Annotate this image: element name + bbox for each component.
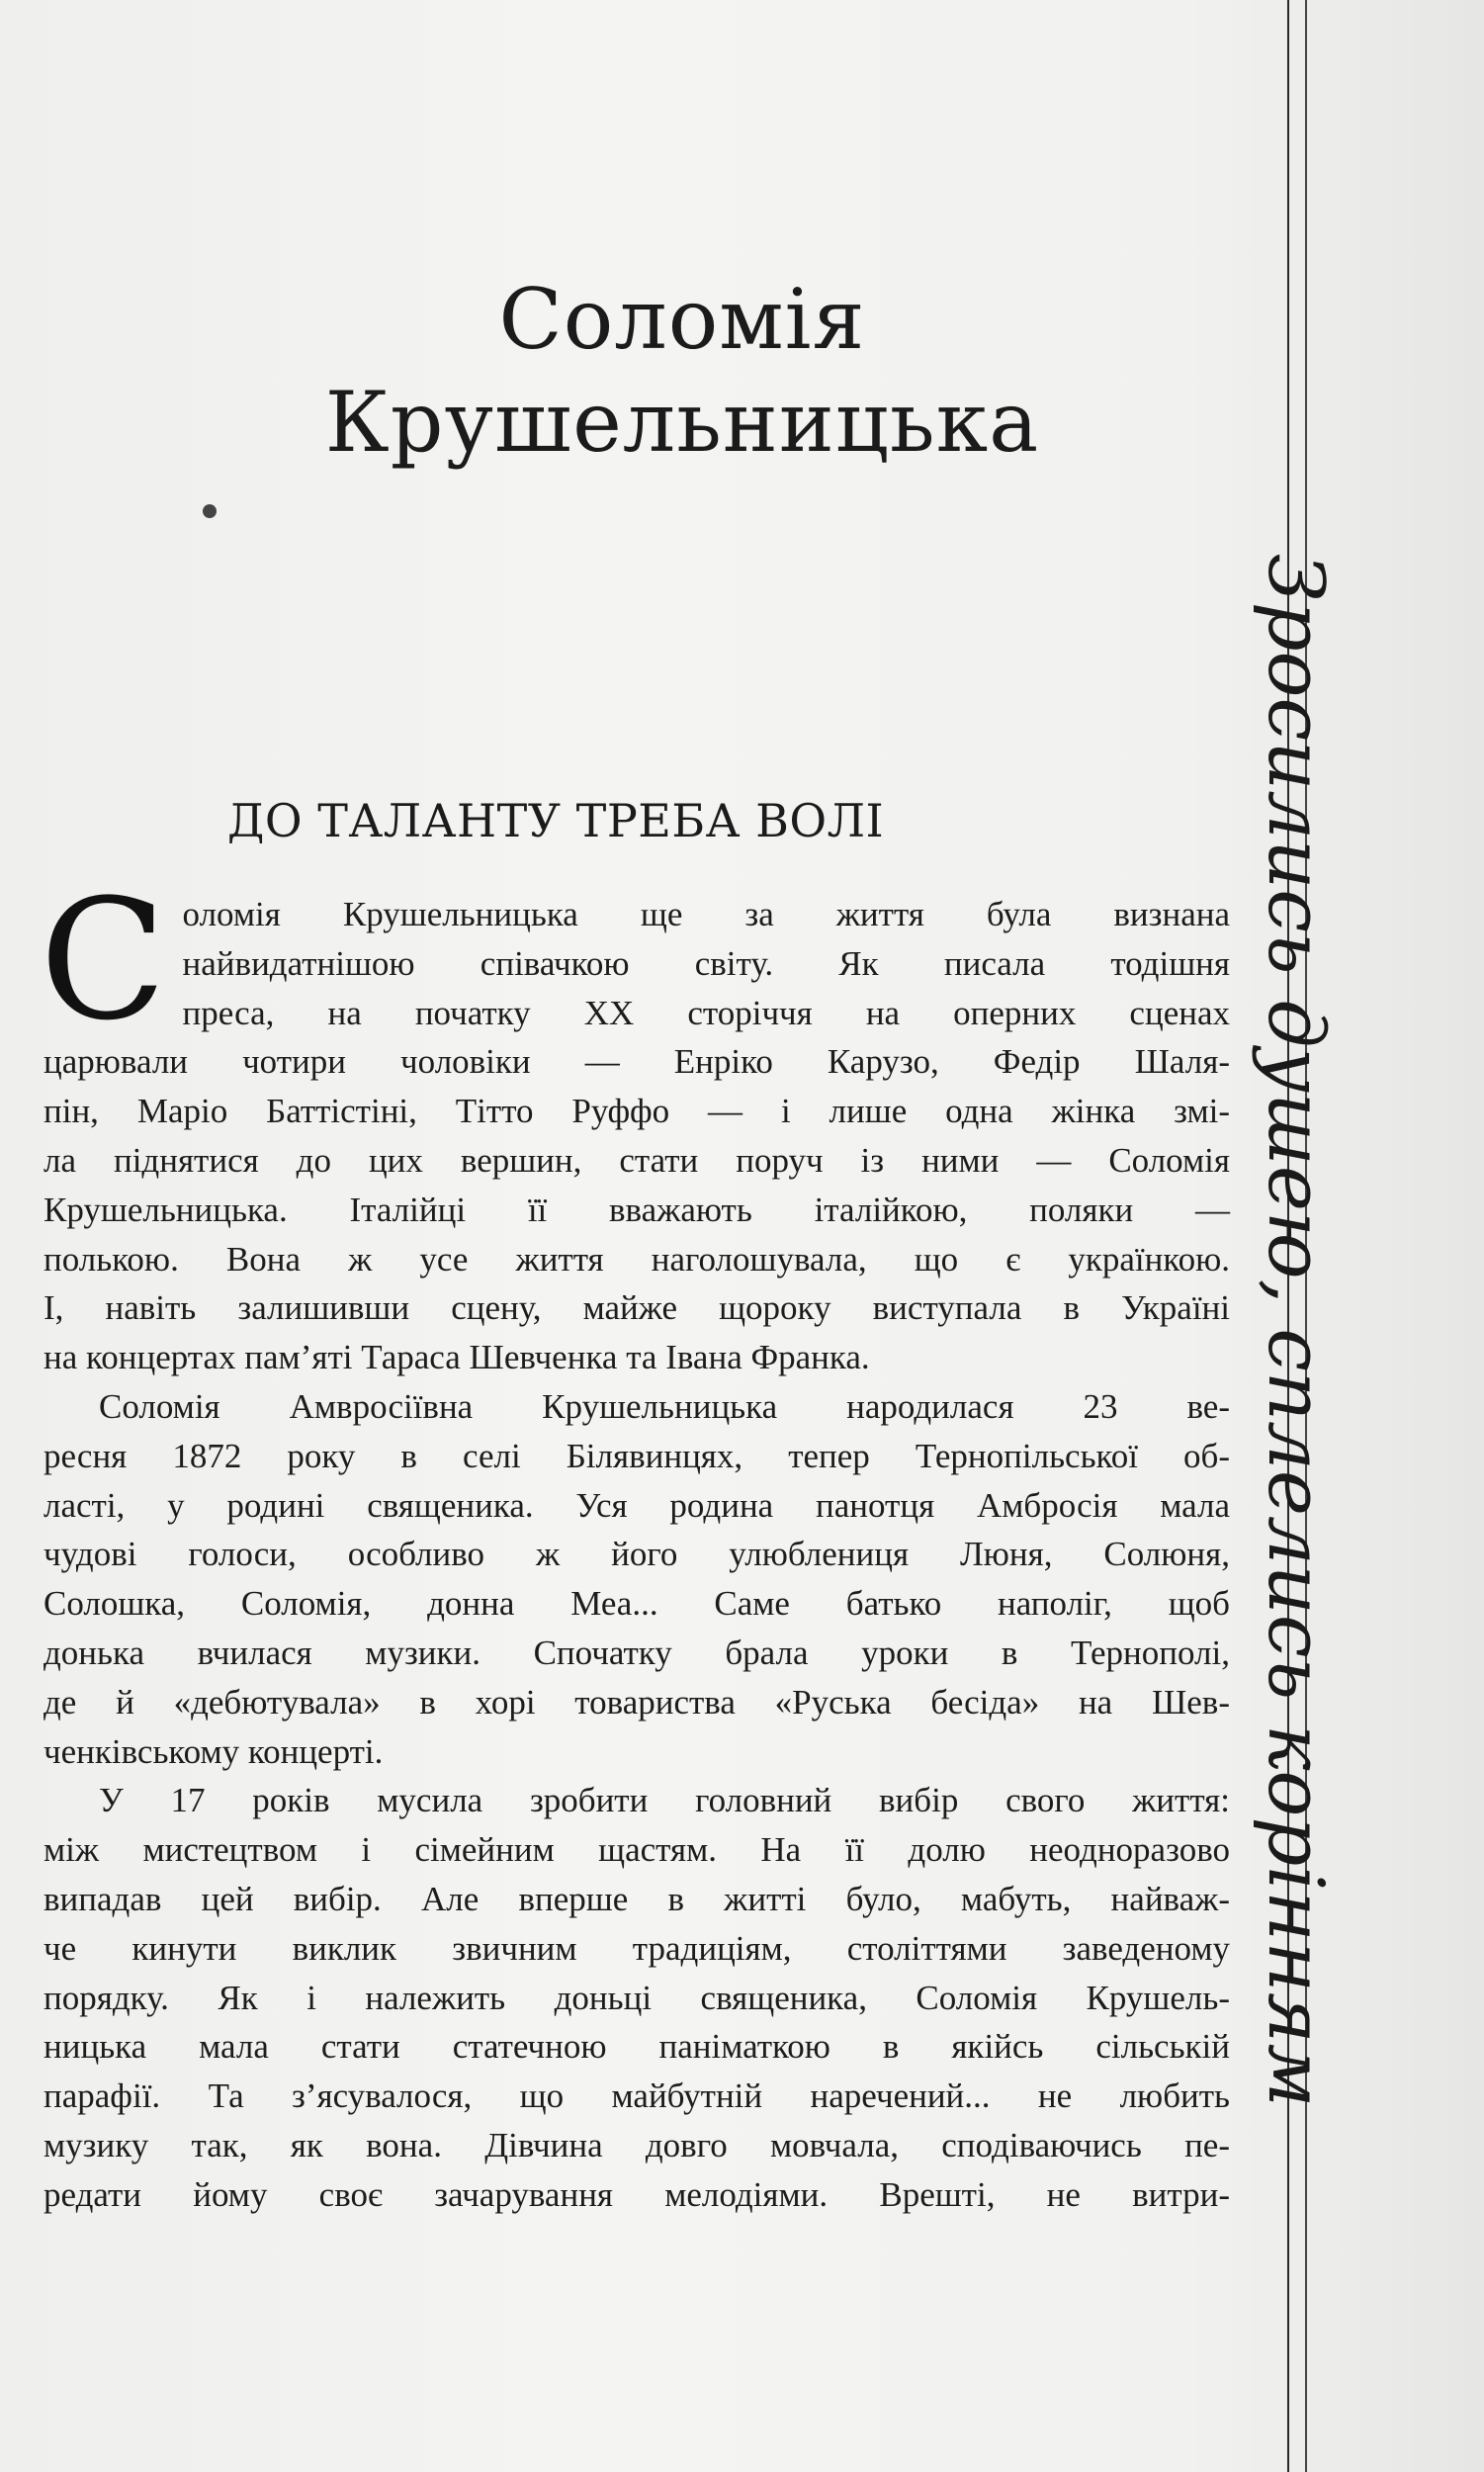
title-text: Соломія Крушельницька	[324, 271, 1040, 472]
ink-dot	[203, 504, 217, 518]
text-line: ласті, у родині священика. Уся родина панотця Амбросія мала	[44, 1485, 1230, 1525]
text-line: Соломія Амвросіївна Крушельницька народилася 23 ве-	[99, 1386, 1230, 1426]
text-line: ресня 1872 року в селі Білявинцях, тепер Тернопільської об-	[44, 1436, 1230, 1475]
text-line: пін, Маріо Баттістіні, Тітто Руффо — і лише одна жінка змі-	[44, 1092, 1230, 1131]
section-heading: ДО ТАЛАНТУ ТРЕБА ВОЛІ	[227, 794, 885, 847]
text-line: полькою. Вона ж усе життя наголошувала, що є українкою.	[44, 1239, 1230, 1279]
text-line: ла піднятися до цих вершин, стати поруч із ними — Соломія	[44, 1140, 1230, 1180]
text-line: Крушельницька. Італійці її вважають італійкою, поляки —	[44, 1190, 1230, 1229]
text-line: преса, на початку XX сторіччя на оперних сценах	[182, 993, 1230, 1032]
running-side-title: Зросились душею, сплелись корінням	[1251, 554, 1340, 2108]
text-line: Солошка, Соломія, донна Меа... Саме батько наполіг, щоб	[44, 1584, 1230, 1624]
drop-cap: С	[40, 863, 167, 1057]
text-line: між мистецтвом і сімейним щастям. На її долю неодноразово	[44, 1830, 1230, 1870]
text-line: парафії. Та з’ясувалося, що майбутній наречений... не любить	[44, 2076, 1230, 2116]
text-line: найвидатнішою співачкою світу. Як писала тодішня	[182, 943, 1230, 983]
text-line: че кинути виклик звичним традиціям, століттями заведеному	[44, 1928, 1230, 1968]
paragraph-1	[40, 863, 1230, 1382]
text-line: ченківському концерті.	[44, 1731, 384, 1771]
text-line: У 17 років мусила зробити головний вибір свого життя:	[99, 1781, 1230, 1820]
paragraph-3	[44, 1776, 1230, 2219]
text-line: випадав цей вибір. Але вперше в житті було, мабуть, найваж-	[44, 1879, 1230, 1918]
article-body	[40, 863, 1230, 2220]
text-line: ницька мала стати статечною паніматкою в якійсь сільській	[44, 2027, 1230, 2067]
text-line: царювали чотири чоловіки — Енріко Карузо, Федір Шаля-	[44, 1042, 1230, 1082]
text-line: чудові голоси, особливо ж його улюблениця Люня, Солюня,	[44, 1535, 1230, 1574]
page-title	[158, 268, 1206, 474]
text-line: редати йому своє зачарування мелодіями. Врешті, не витри-	[44, 2174, 1230, 2214]
text-line: на концертах пам’яті Тараса Шевченка та Івана Франка.	[44, 1338, 870, 1377]
text-line: де й «дебютувала» в хорі товариства «Руська бесіда» на Шев-	[44, 1682, 1230, 1722]
text-line: І, навіть залишивши сцену, майже щороку виступала в Україні	[44, 1288, 1230, 1328]
text-line: оломія Крушельницька ще за життя була визнана	[182, 895, 1230, 933]
paragraph-2	[44, 1382, 1230, 1776]
text-line: музику так, як вона. Дівчина довго мовчала, сподіваючись пе-	[44, 2125, 1230, 2164]
text-line: донька вчилася музики. Спочатку брала уроки в Тернополі,	[44, 1633, 1230, 1672]
text-line: порядку. Як і належить доньці священика, Соломія Крушель-	[44, 1978, 1230, 2017]
